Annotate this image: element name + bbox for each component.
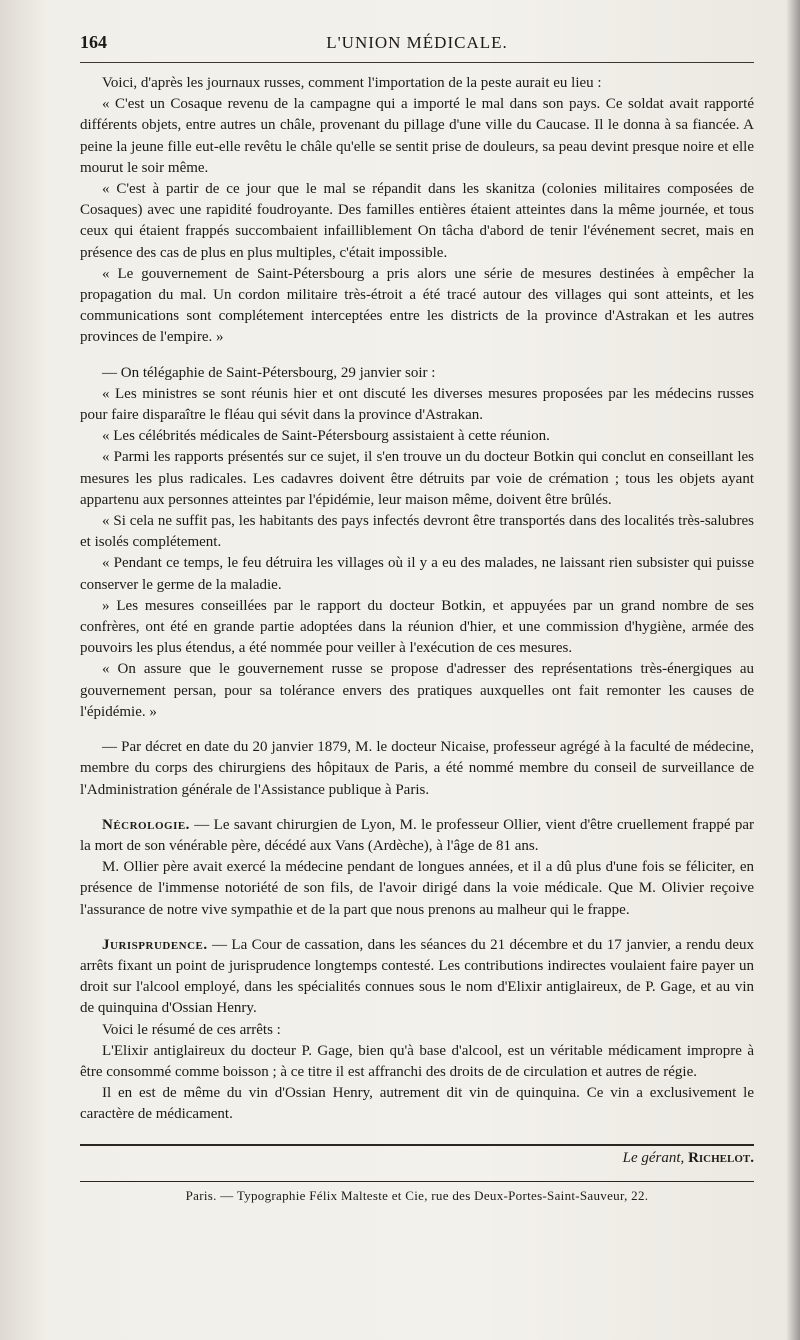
paragraph-necrology-1 (80, 815, 754, 857)
imprint-divider (80, 1181, 754, 1182)
paragraph-telegram-4: « Si cela ne suffit pas, les habitants des pays infectés devront être transportés dans des localités très-salubres et isolés complétement. (80, 513, 754, 551)
printer-imprint: Paris. — Typographie Félix Malteste et Cie, rue des Deux-Portes-Saint-Sauveur, 22. (185, 1187, 649, 1203)
signature-name: Richelot. (688, 1149, 754, 1166)
section-gap (80, 801, 754, 815)
signature-divider (80, 1144, 754, 1146)
article-body (80, 73, 754, 1126)
paragraph-intro: Voici, d'après les journaux russes, comment l'importation de la peste aurait eu lieu : (102, 75, 602, 91)
paragraph-cossack-2: « C'est à partir de ce jour que le mal se répandit dans les skanitza (colonies militaires composées de Cosaques) avec une rapidité foudroyante. Des familles entières étaient atteintes dans la même journée, et tous ceux qui étaient frappés succombaient infailliblement On tâcha d'abord de tenir l'événement secret, mais en présence des cas de plus en plus multiples, c'était impossible. (80, 181, 754, 261)
running-head (80, 28, 754, 63)
paragraph-telegram-7: « On assure que le gouvernement russe se propose d'adresser des représentations très-énergiques au gouvernement persan, pour sa tolérance envers des pratiques auxquelles ont fait remonter les causes de l'épidémie. » (80, 661, 754, 720)
paragraph-jurisprudence-3: L'Elixir antiglaireux du docteur P. Gage, bien qu'à base d'alcool, est un véritable médicament impropre à être consommé comme boisson ; à ce titre il est affranchi des droits de de circulation et autres de régie. (80, 1042, 754, 1080)
page-number: 164 (80, 32, 107, 52)
paragraph-telegram-1: « Les ministres se sont réunis hier et ont discuté les diverses mesures proposées par les médecins russes pour faire disparaître le fléau qui sévit dans la province d'Astrakan. (80, 385, 754, 424)
necrology-label: Nécrologie. (102, 816, 190, 833)
section-gap (80, 349, 754, 363)
paragraph-telegram-6: » Les mesures conseillées par le rapport du docteur Botkin, et appuyées par un grand nombre de ses confrères, ont été en grande partie adoptées dans la réunion d'hier, et une commission d'hygiène, armée des pouvoirs les plus étendus, a été nommée pour veiller à l'exécution de ces mesures. (80, 597, 754, 657)
paragraph-telegram-3: « Parmi les rapports présentés sur ce sujet, il s'en trouve un du docteur Botkin qui conclut en conseillant les mesures les plus radicales. Les cadavres doivent être détruits par voie de crémation ; tous les objets ayant appartenu aux personnes atteintes par l'épidémie, leur maison même, doivent être brûlés. (80, 449, 754, 508)
paragraph-cossack-1: « C'est un Cosaque revenu de la campagne qui a importé le mal dans son pays. Ce soldat avait rapporté différents objets, entre autres un châle, provenant du pillage d'une ville du Caucase. Il le donna à sa fiancée. A peine la jeune fille eut-elle revêtu le châle qu'elle se sentit prise de douleurs, sa peau devint presque noire et elle mourut le soir même. (80, 96, 754, 176)
paragraph-jurisprudence-1 (80, 935, 754, 1020)
page-edge-shadow (786, 0, 800, 1340)
telegram-heading: — On télégaphie de Saint-Pétersbourg, 29 janvier soir : (102, 364, 436, 381)
paragraph-telegram-5: « Pendant ce temps, le feu détruira les villages où il y a eu des malades, ne laissant rien subsister qui puisse conserver le germe de la maladie. (80, 555, 754, 593)
paragraph-jurisprudence-4: Il en est de même du vin d'Ossian Henry, autrement dit vin de quinquina. Ce vin a exclusivement le caractère de médicament. (80, 1085, 754, 1123)
signature (80, 1150, 754, 1167)
signature-role: Le gérant, (622, 1149, 685, 1166)
paragraph-decree: — Par décret en date du 20 janvier 1879, M. le docteur Nicaise, professeur agrégé à la faculté de médecine, membre du corps des chirurgiens des hôpitaux de Paris, a été nommé membre du conseil de surveillance de l'Administration générale de l'Assistance publique à Paris. (80, 739, 754, 798)
paragraph-jurisprudence-2: Voici le résumé de ces arrêts : (102, 1021, 281, 1038)
section-gap (80, 921, 754, 935)
section-gap (80, 723, 754, 737)
jurisprudence-label: Jurisprudence. (102, 936, 208, 953)
paragraph-telegram-2: « Les célébrités médicales de Saint-Pétersbourg assistaient à cette réunion. (102, 428, 550, 445)
paragraph-necrology-2: M. Ollier père avait exercé la médecine pendant de longues années, et il a dû plus d'une fois se féliciter, en présence de l'immense notoriété de son fils, de l'avoir dirigé dans la voie médicale. Que M. Olivier reçoive l'assurance de notre vive sympathie et de la part que nous prenons au malheur qui le frappe. (80, 859, 754, 918)
jurisprudence-text: — La Cour de cassation, dans les séances du 21 décembre et du 17 janvier, a rendu deux arrêts fixant un point de jurisprudence longtemps contesté. Les contributions indirectes voulaient faire payer un droit sur l'alcool employé, dans les spécialités connues sous le nom d'Elixir antiglaireux, de P. Gage, et au vin de quinquina d'Ossian Henry. (80, 936, 754, 1017)
journal-title: L'UNION MÉDICALE. (326, 33, 508, 52)
paragraph-cossack-3: « Le gouvernement de Saint-Pétersbourg a pris alors une série de mesures destinées à empêcher la propagation du mal. Un cordon militaire très-étroit a été tracé autour des villages qui sont atteints, et les communications sont complétement interceptées entre les districts de la province d'Astrakan et les autres provinces de l'empire. » (80, 265, 754, 346)
necrology-text: — Le savant chirurgien de Lyon, M. le professeur Ollier, vient d'être cruellement frappé par la mort de son vénérable père, décédé aux Vans (Ardèche), à l'âge de 81 ans. (80, 816, 754, 854)
